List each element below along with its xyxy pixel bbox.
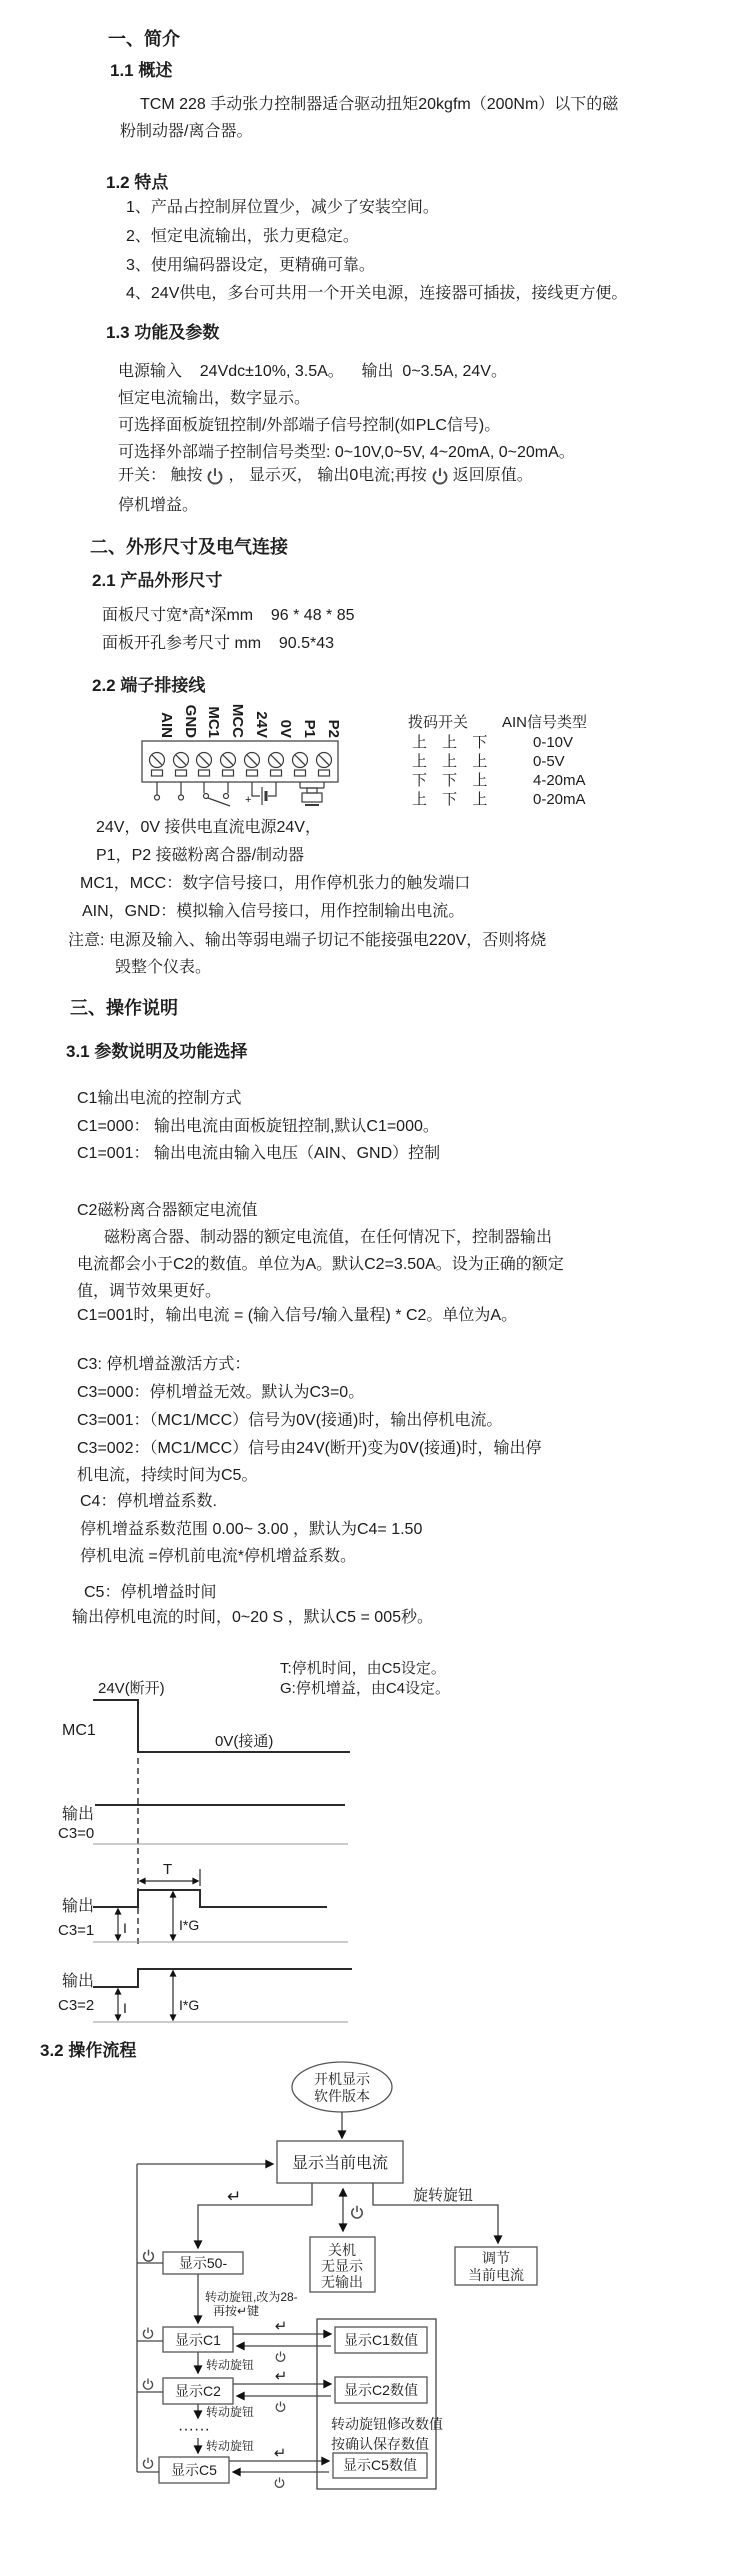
timing-legend-g: G:停机增益，由C4设定。	[280, 1680, 451, 1697]
dip-table-header-type: AIN信号类型	[502, 714, 588, 731]
power-icon	[276, 2351, 284, 2361]
section3-heading: 三、操作说明	[70, 998, 178, 1018]
dip-table-header-switch: 拨码开关	[408, 714, 469, 731]
battery-plus-label: +	[245, 794, 252, 806]
c2-line: 值，调节效果更好。	[77, 1283, 222, 1300]
c3-line: C3=002：（MC1/MCC）信号由24V(断开)变为0V(接通)时，输出停	[77, 1440, 542, 1457]
section1-heading: 一、简介	[108, 29, 180, 49]
flow-hint-line1: 转动旋钮,改为28-	[205, 2290, 298, 2304]
power-icon	[275, 2477, 283, 2487]
switch-line	[118, 466, 533, 486]
terminal-label: P2	[325, 719, 342, 738]
wiring-note: P1，P2 接磁粉离合器/制动器	[96, 847, 305, 864]
power-icon	[276, 2401, 284, 2411]
flow-c5-label: 显示C5	[171, 2462, 217, 2478]
power-icon	[352, 2206, 362, 2218]
c4-line: 停机电流 =停机前电流*停机增益系数。	[80, 1548, 357, 1565]
terminal-label: AIN	[158, 712, 175, 738]
switch-line-pre: 开关： 触按	[118, 467, 203, 484]
flow-off-line2: 无显示	[321, 2258, 363, 2274]
param-line: 恒定电流输出，数字显示。	[118, 390, 311, 407]
section3-1-heading: 3.1 参数说明及功能选择	[66, 1042, 248, 1061]
mc1-high-label: 24V(断开)	[98, 1680, 165, 1697]
flow-dots: ······	[178, 2421, 210, 2438]
terminal-label: MC1	[205, 706, 222, 738]
enter-key-label: ↵	[273, 2445, 287, 2462]
c3-line: C3=000：停机增益无效。默认为C3=0。	[77, 1384, 365, 1401]
flow-start-line1: 开机显示	[314, 2071, 370, 2087]
dip-row-type: 0-20mA	[533, 791, 586, 808]
section2-1-heading: 2.1 产品外形尺寸	[92, 571, 223, 590]
warning-line2: 毁整个仪表。	[115, 959, 212, 976]
c1-line: C1=000： 输出电流由面板旋钮控制,默认C1=000。	[77, 1118, 439, 1135]
dip-row-switch: 上 上 下	[412, 734, 488, 751]
dip-row-switch: 下 下 上	[412, 772, 488, 789]
out-label: 输出	[62, 1806, 95, 1823]
flow-c2-label: 显示C2	[175, 2383, 221, 2399]
warning-line1: 注意: 电源及输入、输出等弱电端子切记不能接强电220V，否则将烧	[68, 932, 547, 949]
flow-hint-line2: 再按↵键	[213, 2304, 260, 2318]
feature-item: 1、产品占控制屏位置少，减少了安装空间。	[126, 199, 439, 216]
overview-line1: TCM 228 手动张力控制器适合驱动扭矩20kgfm（200Nm）以下的磁	[140, 96, 619, 113]
enter-key-label: ↵	[274, 2368, 288, 2385]
mc1-low-label: 0V(接通)	[215, 1733, 274, 1750]
flow-main-label: 显示当前电流	[291, 2155, 389, 2172]
c2-line: C2磁粉离合器额定电流值	[77, 1202, 258, 1219]
power-icon	[143, 2379, 152, 2390]
turn-knob-label: 转动旋钮	[206, 2358, 255, 2372]
terminal-label: MCC	[229, 703, 246, 738]
flow-off-line3: 无输出	[321, 2274, 363, 2290]
section2-heading: 二、外形尺寸及电气连接	[90, 537, 288, 557]
c3-line: C3: 停机增益激活方式：	[77, 1356, 251, 1373]
terminal-block	[142, 741, 338, 782]
flow-adjust-line2: 当前电流	[468, 2267, 524, 2283]
out-label: 输出	[62, 1898, 95, 1915]
dip-row-switch: 上 下 上	[412, 791, 488, 808]
section1-1-heading: 1.1 概述	[110, 61, 173, 80]
ig-label: I*G	[179, 1917, 200, 1933]
c1-line: C1=001： 输出电流由输入电压（AIN、GND）控制	[77, 1145, 441, 1162]
section3-2-heading: 3.2 操作流程	[40, 2041, 137, 2060]
terminal-label: 0V	[277, 719, 294, 738]
power-icon	[143, 2328, 152, 2339]
save-hint-line2: 按确认保存数值	[331, 2436, 429, 2452]
switch-symbol	[204, 782, 231, 806]
i-label: I	[123, 2000, 127, 2016]
save-hint-line1: 转动旋钮修改数值	[331, 2416, 443, 2432]
c30-label: C3=0	[58, 1825, 95, 1842]
enter-key-label: ↵	[274, 2318, 288, 2335]
wiring-note: 24V，0V 接供电直流电源24V，	[96, 819, 321, 836]
param-line: 停机增益。	[118, 497, 199, 514]
feature-item: 2、恒定电流输出，张力更稳定。	[126, 228, 359, 245]
c31-label: C3=1	[58, 1922, 95, 1939]
feature-item: 3、使用编码器设定，更精确可靠。	[126, 257, 375, 274]
switch-line-mid: ， 显示灭， 输出0电流;再按	[228, 467, 427, 484]
flow-adjust-line1: 调节	[482, 2250, 510, 2266]
c4-line: 停机增益系数范围 0.00~ 3.00 ，默认为C4= 1.50	[80, 1521, 423, 1538]
switch-line-post: 返回原值。	[452, 467, 533, 484]
flow-start-node	[292, 2062, 392, 2112]
c3-line: C3=001：（MC1/MCC）信号为0V(接通)时，输出停机电流。	[77, 1412, 503, 1429]
power-icon	[144, 2250, 154, 2261]
knob-label: 旋转旋钮	[413, 2187, 474, 2204]
operation-flowchart	[95, 2055, 555, 2505]
analog-input-wires	[155, 782, 184, 800]
flow-off-line1: 关机	[328, 2242, 356, 2258]
terminal-label: P1	[301, 719, 318, 738]
clutch-load-symbol	[300, 782, 324, 805]
enter-key-label: ↵	[227, 2187, 242, 2206]
power-icon	[205, 466, 225, 486]
flow-c2v-label: 显示C2数值	[344, 2382, 418, 2398]
mc1-signal-label: MC1	[62, 1722, 96, 1739]
power-icon	[430, 466, 450, 486]
terminal-label: GND	[182, 704, 199, 738]
flow-d50-label: 显示50-	[178, 2255, 228, 2271]
flow-start-line2: 软件版本	[314, 2088, 370, 2104]
flow-c1v-label: 显示C1数值	[344, 2332, 418, 2348]
feature-item: 4、24V供电，多台可共用一个开关电源，连接器可插拔，接线更方便。	[126, 285, 628, 302]
c5-line: 输出停机电流的时间，0~20 S ，默认C5 = 005秒。	[72, 1609, 433, 1626]
terminal-block-diagram	[135, 696, 385, 821]
overview-line2: 粉制动器/离合器。	[120, 123, 253, 140]
timing-legend-t: T:停机时间，由C5设定。	[280, 1660, 446, 1677]
turn-knob-label: 转动旋钮	[206, 2439, 255, 2453]
timing-diagram	[40, 1650, 470, 2035]
wiring-note: AIN，GND：模拟输入信号接口，用作控制输出电流。	[82, 903, 465, 920]
panel-size-line: 面板尺寸宽*高*深mm 96 * 48 * 85	[102, 607, 355, 624]
i-label: I	[123, 1920, 127, 1936]
dip-row-type: 4-20mA	[533, 772, 586, 789]
param-line: 可选择面板旋钮控制/外部端子信号控制(如PLC信号)。	[118, 417, 501, 434]
c5-line: C5：停机增益时间	[84, 1584, 217, 1601]
section2-2-heading: 2.2 端子排接线	[92, 676, 206, 695]
c3-line: 机电流，持续时间为C5。	[77, 1467, 258, 1484]
flow-c1-label: 显示C1	[175, 2332, 221, 2348]
section1-3-heading: 1.3 功能及参数	[106, 323, 220, 342]
turn-knob-label: 转动旋钮	[206, 2405, 255, 2419]
terminal-screws	[150, 753, 332, 777]
dip-row-switch: 上 上 上	[412, 753, 488, 770]
dip-row-type: 0-5V	[533, 753, 565, 770]
c32-label: C3=2	[58, 1997, 95, 2014]
terminal-label: 24V	[253, 711, 270, 738]
flow-c5v-label: 显示C5数值	[343, 2457, 417, 2473]
c2-line: 电流都会小于C2的数值。单位为A。默认C2=3.50A。设为正确的额定	[77, 1256, 564, 1273]
c2-line: 磁粉离合器、制动器的额定电流值，在任何情况下，控制器输出	[104, 1229, 553, 1246]
c4-line: C4：停机增益系数.	[80, 1493, 217, 1510]
battery-symbol	[252, 782, 276, 805]
c1-line: C1输出电流的控制方式	[77, 1090, 242, 1107]
param-line: 可选择外部端子控制信号类型: 0~10V,0~5V, 4~20mA, 0~20mA。	[118, 444, 575, 461]
section1-2-heading: 1.2 特点	[106, 173, 169, 192]
ig-label: I*G	[179, 1997, 200, 2013]
power-icon	[143, 2458, 152, 2469]
c2-line: C1=001时，输出电流 = (输入信号/输入量程) * C2。单位为A。	[77, 1307, 518, 1324]
dip-row-type: 0-10V	[533, 734, 574, 751]
wiring-note: MC1，MCC：数字信号接口，用作停机张力的触发端口	[80, 875, 471, 892]
panel-cutout-line: 面板开孔参考尺寸 mm 90.5*43	[102, 635, 335, 652]
param-line: 电源输入 24Vdc±10%, 3.5A。 输出 0~3.5A, 24V。	[118, 363, 507, 380]
out-label: 输出	[62, 1973, 95, 1990]
t-dim-label: T	[163, 1861, 173, 1878]
